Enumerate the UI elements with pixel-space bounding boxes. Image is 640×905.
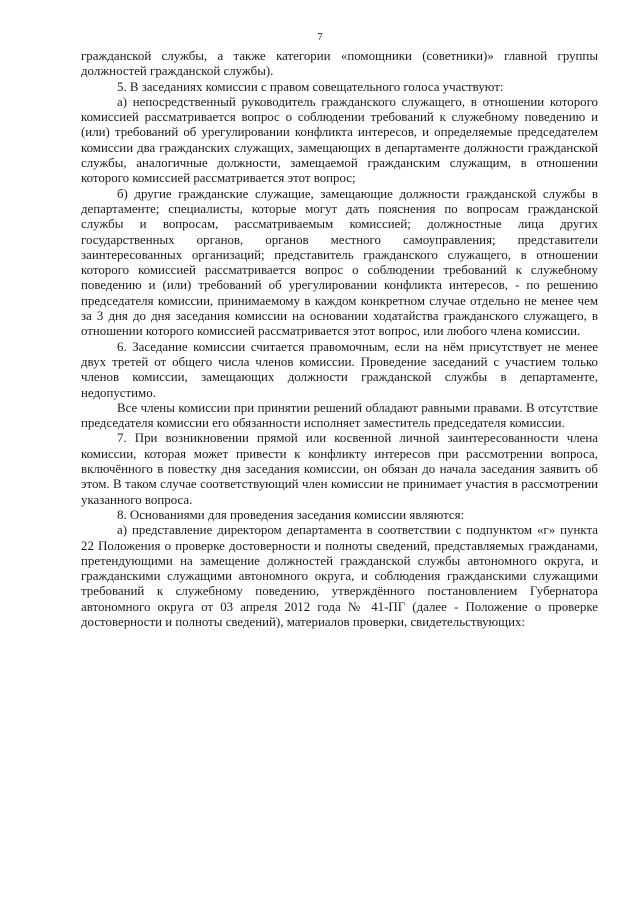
paragraph-continuation: гражданской службы, а также категории «помощники (советники)» главной группы должностей гражданской службы). <box>81 49 598 79</box>
document-body <box>81 49 598 630</box>
paragraph-clause-7: 7. При возникновении прямой или косвенной личной заинтересованности члена комиссии, которая может привести к конфликту интересов при рассмотрении вопроса, включённого в повестку дня заседания комиссии, он обязан до начала заседания заявить об этом. В таком случае соответствующий член комиссии не принимает участия в рассмотрении указанного вопроса. <box>81 431 598 507</box>
paragraph-clause-8a: а) представление директором департамента в соответствии с подпунктом «г» пункта 22 Положения о проверке достоверности и полноты сведений, представляемых гражданами, претендующими на замещение должностей гражданской службы автономного округа, и гражданскими служащими автономного округа, и соблюдения гражданскими служащими требований к служебному поведению, утверждённого постановлением Губернатора автономного округа от 03 апреля 2012 года № 41-ПГ (далее - Положение о проверке достоверности и полноты сведений), материалов проверки, свидетельствующих: <box>81 523 598 629</box>
paragraph-clause-5: 5. В заседаниях комиссии с правом совещательного голоса участвуют: <box>117 79 504 94</box>
paragraph-clause-8: 8. Основаниями для проведения заседания комиссии являются: <box>117 507 465 522</box>
paragraph-clause-6-equal-rights: Все члены комиссии при принятии решений обладают равными правами. В отсутствие председателя комиссии его обязанности исполняет заместитель председателя комиссии. <box>81 400 598 431</box>
paragraph-clause-5a: а) непосредственный руководитель гражданского служащего, в отношении которого комиссией рассматривается вопрос о соблюдении требований к служебному поведению и (или) требований об урегулировании конфликта интересов, и определяемые председателем комиссии два гражданских служащих, замещающих в департаменте должности гражданской службы, аналогичные должности, замещаемой гражданским служащим, в отношении которого комиссией рассматривается этот вопрос; <box>81 94 598 186</box>
paragraph-clause-5b: б) другие гражданские служащие, замещающие должности гражданской службы в департаменте; специалисты, которые могут дать пояснения по вопросам гражданской службы и вопросам, рассматриваемым комиссией; должностные лица других государственных органов, органов местного самоуправления; представители заинтересованных организаций; представитель гражданского служащего, в отношении которого комиссией рассматривается вопрос о соблюдении требований к служебному поведению и (или) требований об урегулировании конфликта интересов, - по решению председателя комиссии, принимаемому в каждом конкретном случае отдельно не менее чем за 3 дня до дня заседания комиссии на основании ходатайства гражданского служащего, в отношении которого комиссией рассматривается этот вопрос, или любого члена комиссии. <box>81 186 598 339</box>
page-number: 7 <box>317 31 323 43</box>
paragraph-clause-6: 6. Заседание комиссии считается правомочным, если на нём присутствует не менее двух третей от общего числа членов комиссии. Проведение заседаний с участием только членов комиссии, замещающих должности гражданской службы в департаменте, недопустимо. <box>81 339 598 400</box>
